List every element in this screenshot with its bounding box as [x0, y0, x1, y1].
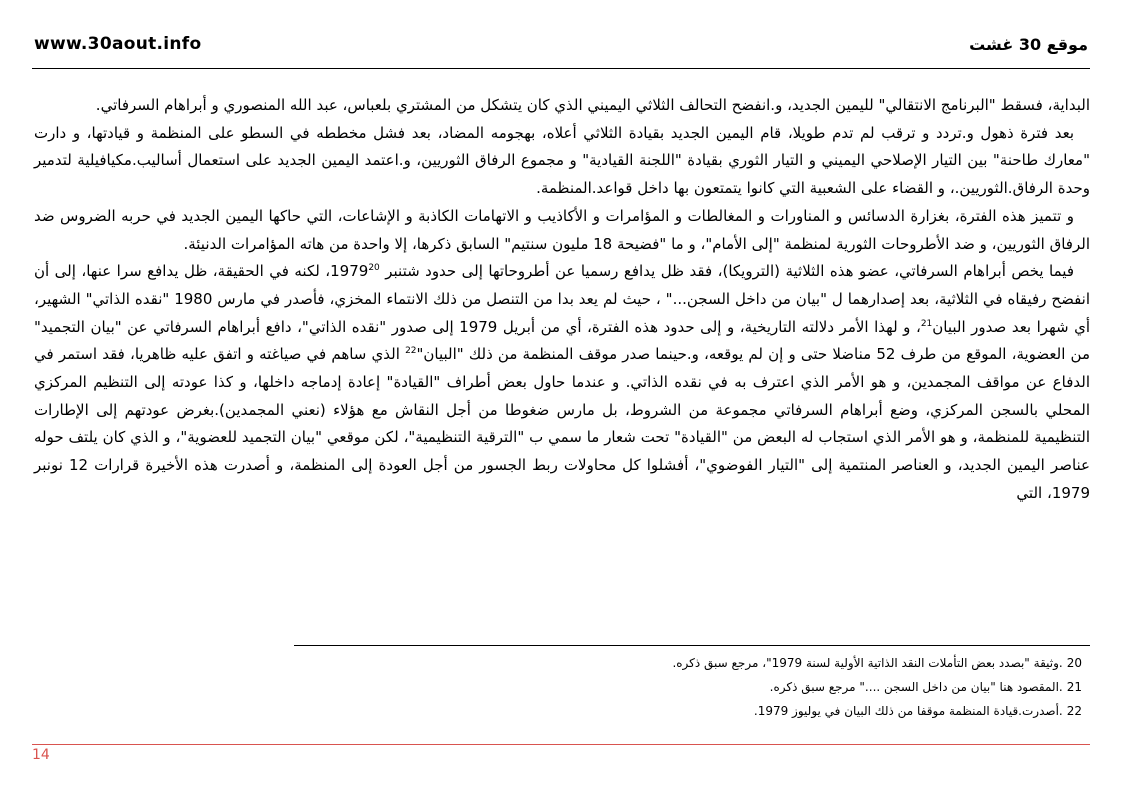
footnote-number: 22: [1066, 704, 1082, 718]
footnote-number: 20: [1066, 656, 1082, 670]
paragraph-text: البداية، فسقط "البرنامج الانتقالي" لليمين الجديد، و.انفضح التحالف الثلاثي اليميني الذي كان يتشكل من المشتري بلعباس، عبد الله المنصوري و أبراهام السرفاتي.: [95, 96, 1090, 114]
paragraph: [34, 258, 1090, 507]
paragraph-text: ، لكنه في الحقيقة، ظل يدافع سرا عنها، إلى أن انفضح رفيقاه في الثلاثية، بعد إصدارهما ل "بيان من داخل السجن..." ، حيث لم يعد بدا من التنصل من ذلك الانتماء المخزي، فأصدر في مارس 1980 "نقده الذاتي" الشهير، أي شهرا بعد صدور البيان: [34, 262, 1091, 336]
footnote-divider: [294, 645, 1090, 646]
paragraph: [34, 120, 1090, 203]
footnote-text: .وثيقة "بصدد بعض التأملات النقد الذاتية الأولية لسنة 1979"، مرجع سبق ذكره.: [672, 656, 1063, 670]
header-site-title: موقع 30 غشت: [969, 35, 1088, 54]
page-number: 14: [32, 747, 50, 763]
header-site-url: www.30aout.info: [34, 34, 202, 54]
main-text: [34, 92, 1090, 508]
footnotes: [300, 651, 1082, 723]
paragraph: [34, 203, 1090, 258]
paragraph: [34, 92, 1090, 120]
footnote-number: 21: [1066, 680, 1082, 694]
paragraph-text: و تتميز هذه الفترة، بغزارة الدسائس و المناورات و المغالطات و المؤامرات و الأكاذيب و الاتهامات الكاذبة و الإشاعات، التي حاكها اليمين الجديد في حربه الضروس ضد الرفاق الثوريين، و ضد الأطروحات الثورية لمنظمة "إلى الأمام"، و ما "فضيحة 18 مليون سنتيم" السابق ذكرها، إلا واحدة من هاته المؤامرات الدنيئة.: [34, 206, 1090, 253]
footnote-item: [300, 675, 1082, 699]
footnote-item: [300, 651, 1082, 675]
paragraph-text: ، و لهذا الأمر دلالته التاريخية، و إلى حدود هذه الفترة، أي من أبريل 1979 إلى صدور "نقده الذاتي"، دافع أبراهام السرفاتي عن "بيان التجميد" من العضوية، الموقع من طرف 52 مناضلا حتى و إن لم يوقعه، و.حينما صدر موقف المنظمة من ذلك "البيان": [34, 317, 1091, 364]
page-header: [32, 30, 1090, 69]
paragraph-text: فيما يخص أبراهام السرفاتي، عضو هذه الثلاثية (الترويكا)، فقد ظل يدافع رسميا عن أطروحاتها إلى حدود شتنبر 1979: [330, 262, 1074, 281]
paragraph-text: بعد فترة ذهول و.تردد و ترقب لم تدم طويلا، قام اليمين الجديد بقيادة الثلاثي أعلاه، بهجومه المضاد، بعد فشل مخططه في السطو على المنظمة و قيادتها، و دارت "معارك طاحنة" بين التيار الإصلاحي اليميني و التيار الثوري بقيادة "اللجنة القيادية" و مجموع الرفاق الثوريين، و.اعتمد اليمين الجديد على استعمال أساليب.مكيافيلية لتدمير وحدة الرفاق.الثوريين.، و القضاء على الشعبية التي كانوا يتمتعون بها داخل قواعد.المنظمة.: [34, 123, 1090, 198]
paragraph-text: الذي ساهم في صياغته و اتفق عليه ظاهريا، فقد استمر في الدفاع عن مواقف المجمدين، و هو الأمر الذي اعترف به في نقده الذاتي. و عندما حاول بعض أطراف "القيادة" إعادة إدماجه داخلها، و كذا عودته إلى التنظيم المركزي المحلي بالسجن المركزي، وضع أبراهام السرفاتي مجموعة من الشروط، بل مارس ضغوطا من أجل النقاش مع هؤلاء (نعني المجمدين).بغرض عودتهم إلى الإطارات التنظيمية للمنظمة، و هو الأمر الذي استجاب له البعض من "القيادة" تحت شعار ما سمي ب "الترقية التنظيمية"، لكن موقعي "بيان التجميد للعضوية"، و الذي كان يلتف حوله عناصر اليمين الجديد، و العناصر المنتمية إلى "التيار الفوضوي"، أفشلوا كل محاولات ربط الجسور من أجل العودة إلى المنظمة، و أصدرت هذه الأخيرة قرارات 12 نونبر 1979، التي: [34, 345, 1090, 502]
footnote-text: .المقصود هنا "بيان من داخل السجن ...." مرجع سبق ذكره.: [769, 680, 1063, 694]
footnote-ref[interactable]: 20: [368, 263, 380, 274]
footnote-ref[interactable]: 22: [405, 346, 417, 357]
footer-divider: [32, 744, 1090, 745]
footnote-text: .أصدرت.قيادة المنظمة موقفا من ذلك البيان في يوليوز 1979.: [753, 704, 1063, 718]
footnote-item: [300, 699, 1082, 723]
footnote-ref[interactable]: 21: [920, 318, 933, 329]
